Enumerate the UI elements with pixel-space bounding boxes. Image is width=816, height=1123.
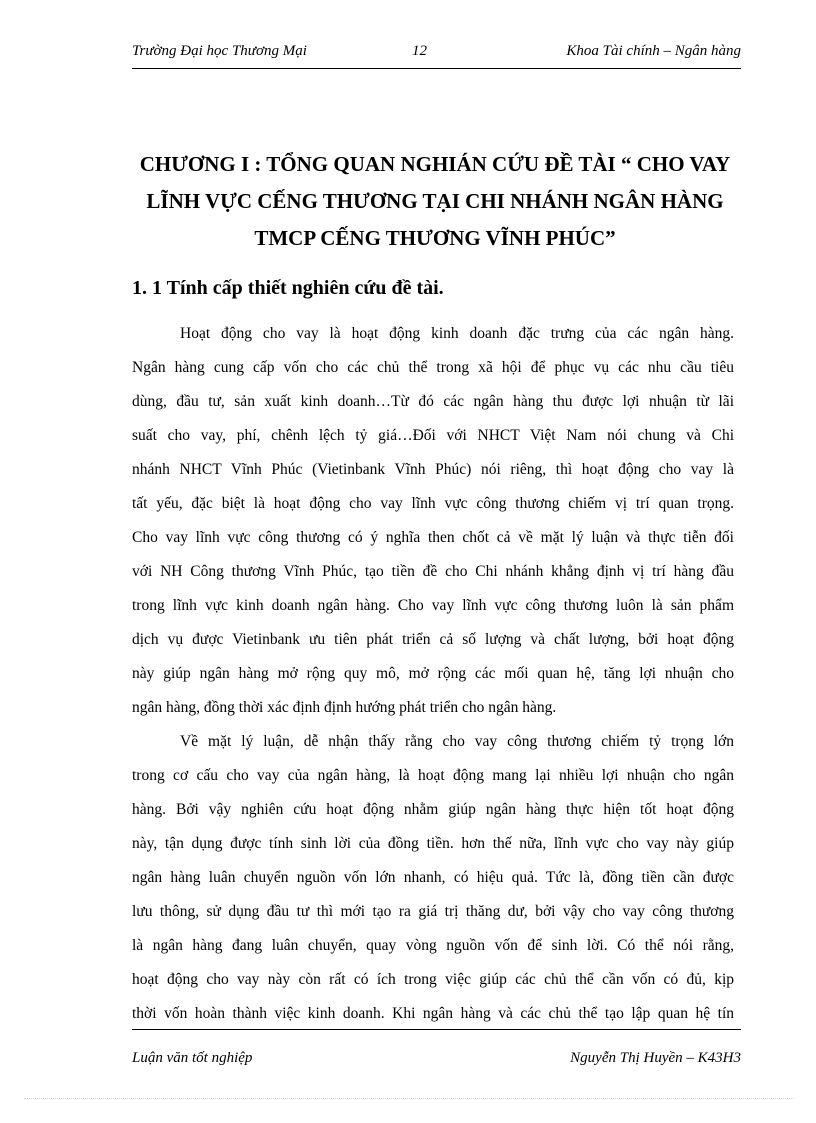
paragraph-2 [132, 725, 734, 1031]
text-line: lưu thông, sử dụng đầu tư thì mới tạo ra giá trị thăng dư, bởi vậy cho vay công thương [132, 903, 734, 920]
chapter-title-line-2: LĨNH VỰC CẾNG THƯƠNG TẠI CHI NHÁNH NGÂN HÀNG [146, 189, 724, 213]
text-line: ngân hàng luân chuyển nguồn vốn lớn nhanh, có hiệu quả. Tức là, đồng tiền cần được [132, 869, 734, 886]
text-line: Cho vay lĩnh vực công thương có ý nghĩa then chốt cả về mặt lý luận và thực tiễn đối [132, 529, 734, 546]
paragraph-1 [132, 317, 734, 725]
text-line: hàng. Bởi vậy nghiên cứu hoạt động nhằm giúp ngân hàng thực hiện tốt hoạt động [132, 801, 734, 818]
text-line: suất cho vay, phí, chênh lệch tỷ giá…Đối với NHCT Việt Nam nói chung và Chi [132, 427, 734, 444]
text-line: nhánh NHCT Vĩnh Phúc (Vietinbank Vĩnh Phúc) nói riêng, thì hoạt động cho vay là [132, 461, 734, 478]
section-heading: 1. 1 Tính cấp thiết nghiên cứu đề tài. [132, 277, 444, 299]
text-line: thời vốn hoàn thành việc kinh doanh. Khi ngân hàng và các chủ thể tạo lập quan hệ tín [132, 1005, 734, 1022]
footer-author: Nguyễn Thị Huyền – K43H3 [570, 1050, 741, 1066]
text-line: trong lĩnh vực kinh doanh ngân hàng. Cho vay lĩnh vực công thương luôn là sản phẩm [132, 597, 734, 614]
text-line: ngân hàng, đồng thời xác định định hướng phát triển cho ngân hàng. [132, 699, 557, 716]
body-text [132, 317, 734, 1031]
header-university: Trường Đại học Thương Mại [132, 43, 307, 59]
text-line: hoạt động cho vay này còn rất có ích trong việc giúp các chủ thể cần vốn có đủ, kịp [132, 971, 734, 988]
text-line: này, tận dụng được tính sinh lời của đồng tiền. hơn thế nữa, lĩnh vực cho vay này giúp [132, 835, 734, 852]
page-number: 12 [412, 43, 427, 59]
text-line: với NH Công thương Vĩnh Phúc, tạo tiền đề cho Chi nhánh khẳng định vị trí hàng đầu [132, 563, 734, 580]
footer-thesis-label: Luận văn tốt nghiệp [132, 1050, 253, 1066]
chapter-title-line-3: TMCP CẾNG THƯƠNG VĨNH PHÚC” [254, 226, 616, 250]
text-line: này giúp ngân hàng mở rộng quy mô, mở rộng các mối quan hệ, tăng lợi nhuận cho [132, 665, 734, 682]
chapter-title-line-1: CHƯƠNG I : TỔNG QUAN NGHIÁN CỨU ĐỀ TÀI “ CHO VAY [139, 152, 731, 176]
text-line: Hoạt động cho vay là hoạt động kinh doanh đặc trưng của các ngân hàng. [180, 325, 734, 342]
text-line: tất yếu, đặc biệt là hoạt động cho vay lĩnh vực công thương chiếm vị trí quan trọng. [132, 495, 734, 512]
text-line: dùng, đầu tư, sản xuất kinh doanh…Từ đó các ngân hàng thu được lợi nhuận từ lãi [132, 393, 734, 410]
footer-divider [132, 1029, 741, 1030]
text-line: trong cơ cấu cho vay của ngân hàng, là hoạt động mang lại nhiều lợi nhuận cho ngân [132, 767, 734, 784]
page-edge-dotted-line [24, 1098, 794, 1099]
text-line: Ngân hàng cung cấp vốn cho các chủ thể trong xã hội để phục vụ các nhu cầu tiêu [132, 359, 734, 376]
header-divider [132, 68, 741, 69]
text-line: dịch vụ được Vietinbank ưu tiên phát triển cả số lượng và chất lượng, bởi hoạt động [132, 631, 734, 648]
text-line: Về mặt lý luận, dễ nhận thấy rằng cho vay công thương chiếm tỷ trọng lớn [180, 733, 734, 750]
text-line: là ngân hàng đang luân chuyển, quay vòng nguồn vốn để sinh lời. Có thể nói rằng, [132, 937, 734, 954]
header-faculty: Khoa Tài chính – Ngân hàng [566, 43, 741, 59]
chapter-title [120, 146, 750, 257]
